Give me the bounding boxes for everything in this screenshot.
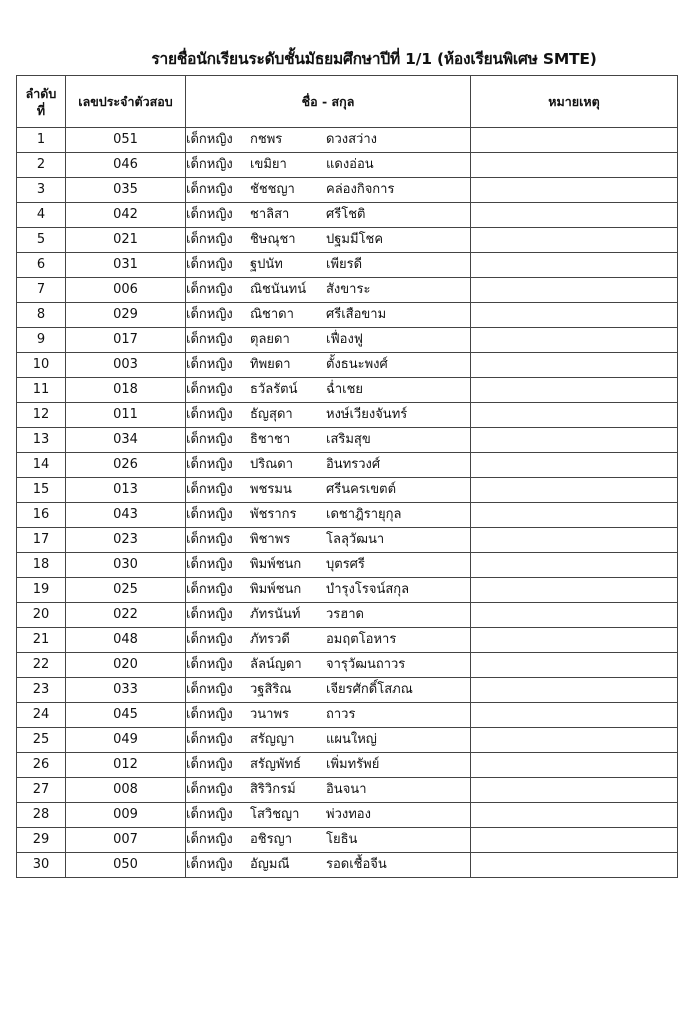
first-name: โสวิชญา bbox=[250, 807, 300, 822]
student-name-cell bbox=[186, 528, 471, 553]
last-name: วรฮาด bbox=[326, 607, 364, 622]
table-row bbox=[17, 553, 678, 578]
order-number-cell: 30 bbox=[17, 853, 66, 878]
order-number-cell: 12 bbox=[17, 403, 66, 428]
first-name: อัญมณี bbox=[250, 857, 290, 872]
name-prefix: เด็กหญิง bbox=[186, 632, 233, 647]
first-name: ลัลน์ญดา bbox=[250, 657, 302, 672]
name-prefix: เด็กหญิง bbox=[186, 682, 233, 697]
first-name: ณิชนันทน์ bbox=[250, 282, 307, 297]
table-row bbox=[17, 828, 678, 853]
name-prefix: เด็กหญิง bbox=[186, 207, 233, 222]
last-name: ถาวร bbox=[326, 707, 356, 722]
exam-number-cell: 043 bbox=[66, 503, 186, 528]
table-row bbox=[17, 803, 678, 828]
remarks-cell bbox=[471, 478, 678, 503]
header-order-number bbox=[17, 76, 66, 128]
order-number-cell: 1 bbox=[17, 128, 66, 153]
student-name-cell bbox=[186, 703, 471, 728]
student-name-cell bbox=[186, 153, 471, 178]
name-prefix: เด็กหญิง bbox=[186, 832, 233, 847]
exam-number-cell: 025 bbox=[66, 578, 186, 603]
name-prefix: เด็กหญิง bbox=[186, 532, 233, 547]
first-name: สรัญพัทธ์ bbox=[250, 757, 302, 772]
student-name-cell bbox=[186, 728, 471, 753]
last-name: เฟื่องฟู bbox=[326, 332, 364, 347]
table-row bbox=[17, 678, 678, 703]
remarks-cell bbox=[471, 153, 678, 178]
exam-number-cell: 050 bbox=[66, 853, 186, 878]
remarks-cell bbox=[471, 253, 678, 278]
exam-number-cell: 048 bbox=[66, 628, 186, 653]
table-row bbox=[17, 753, 678, 778]
first-name: ธิชาชา bbox=[250, 432, 291, 447]
remarks-cell bbox=[471, 453, 678, 478]
first-name: ทิพยดา bbox=[250, 357, 291, 372]
last-name: อินจนา bbox=[326, 782, 367, 797]
order-number-cell: 24 bbox=[17, 703, 66, 728]
last-name: เพิ่มทรัพย์ bbox=[326, 757, 380, 772]
last-name: แผนใหญ่ bbox=[326, 732, 377, 747]
table-row bbox=[17, 203, 678, 228]
remarks-cell bbox=[471, 628, 678, 653]
exam-number-cell: 033 bbox=[66, 678, 186, 703]
remarks-cell bbox=[471, 403, 678, 428]
table-row bbox=[17, 128, 678, 153]
exam-number-cell: 011 bbox=[66, 403, 186, 428]
student-name-cell bbox=[186, 403, 471, 428]
exam-number-cell: 021 bbox=[66, 228, 186, 253]
name-prefix: เด็กหญิง bbox=[186, 232, 233, 247]
remarks-cell bbox=[471, 503, 678, 528]
last-name: สังขาระ bbox=[326, 282, 371, 297]
order-number-cell: 6 bbox=[17, 253, 66, 278]
first-name: วนาพร bbox=[250, 707, 290, 722]
student-name-cell bbox=[186, 653, 471, 678]
exam-number-cell: 026 bbox=[66, 453, 186, 478]
first-name: ตุลยดา bbox=[250, 332, 290, 347]
header-order-number-line1: ลำดับ bbox=[25, 85, 57, 101]
first-name: พิมพ์ชนก bbox=[250, 582, 302, 597]
order-number-cell: 14 bbox=[17, 453, 66, 478]
exam-number-cell: 046 bbox=[66, 153, 186, 178]
table-row bbox=[17, 603, 678, 628]
last-name: ปฐมมีโชค bbox=[326, 232, 384, 247]
table-row bbox=[17, 278, 678, 303]
first-name: พิชาพร bbox=[250, 532, 291, 547]
table-row bbox=[17, 228, 678, 253]
order-number-cell: 18 bbox=[17, 553, 66, 578]
table-row bbox=[17, 178, 678, 203]
exam-number-cell: 017 bbox=[66, 328, 186, 353]
name-prefix: เด็กหญิง bbox=[186, 657, 233, 672]
name-prefix: เด็กหญิง bbox=[186, 132, 233, 147]
name-prefix: เด็กหญิง bbox=[186, 782, 233, 797]
first-name: ชาลิสา bbox=[250, 207, 290, 222]
table-row bbox=[17, 403, 678, 428]
remarks-cell bbox=[471, 303, 678, 328]
order-number-cell: 25 bbox=[17, 728, 66, 753]
name-prefix: เด็กหญิง bbox=[186, 607, 233, 622]
remarks-cell bbox=[471, 353, 678, 378]
first-name: กชพร bbox=[250, 132, 283, 147]
order-number-cell: 21 bbox=[17, 628, 66, 653]
first-name: ณิชาดา bbox=[250, 307, 294, 322]
order-number-cell: 27 bbox=[17, 778, 66, 803]
order-number-cell: 11 bbox=[17, 378, 66, 403]
order-number-cell: 26 bbox=[17, 753, 66, 778]
last-name: โลลุวัฒนา bbox=[326, 532, 385, 547]
first-name: ภัทรนันท์ bbox=[250, 607, 301, 622]
exam-number-cell: 023 bbox=[66, 528, 186, 553]
page-title: รายชื่อนักเรียนระดับชั้นมัธยมศึกษาปีที่ 1/1 (ห้องเรียนพิเศษ SMTE) bbox=[151, 50, 597, 68]
table-row bbox=[17, 528, 678, 553]
remarks-cell bbox=[471, 128, 678, 153]
name-prefix: เด็กหญิง bbox=[186, 507, 233, 522]
last-name: เจียรศักดิ์โสภณ bbox=[326, 682, 413, 697]
order-number-cell: 23 bbox=[17, 678, 66, 703]
first-name: พัชรากร bbox=[250, 507, 297, 522]
student-name-cell bbox=[186, 603, 471, 628]
remarks-cell bbox=[471, 678, 678, 703]
table-row bbox=[17, 778, 678, 803]
exam-number-cell: 031 bbox=[66, 253, 186, 278]
remarks-cell bbox=[471, 728, 678, 753]
last-name: ศรีเสือขาม bbox=[326, 307, 387, 322]
remarks-cell bbox=[471, 553, 678, 578]
last-name: คล่องกิจการ bbox=[326, 182, 395, 197]
remarks-cell bbox=[471, 278, 678, 303]
last-name: แดงอ่อน bbox=[326, 157, 374, 172]
name-prefix: เด็กหญิง bbox=[186, 857, 233, 872]
table-row bbox=[17, 378, 678, 403]
student-table-body bbox=[17, 128, 678, 878]
student-name-cell bbox=[186, 228, 471, 253]
last-name: บุตรศรี bbox=[326, 557, 365, 572]
exam-number-cell: 018 bbox=[66, 378, 186, 403]
exam-number-cell: 003 bbox=[66, 353, 186, 378]
exam-number-cell: 007 bbox=[66, 828, 186, 853]
order-number-cell: 16 bbox=[17, 503, 66, 528]
order-number-cell: 28 bbox=[17, 803, 66, 828]
table-row bbox=[17, 328, 678, 353]
header-remarks: หมายเหตุ bbox=[471, 76, 678, 128]
exam-number-cell: 030 bbox=[66, 553, 186, 578]
table-row bbox=[17, 703, 678, 728]
first-name: ชิษณุชา bbox=[250, 232, 296, 247]
remarks-cell bbox=[471, 228, 678, 253]
remarks-cell bbox=[471, 428, 678, 453]
name-prefix: เด็กหญิง bbox=[186, 407, 233, 422]
student-name-cell bbox=[186, 178, 471, 203]
student-name-cell bbox=[186, 803, 471, 828]
remarks-cell bbox=[471, 378, 678, 403]
student-name-cell bbox=[186, 553, 471, 578]
student-name-cell bbox=[186, 753, 471, 778]
exam-number-cell: 045 bbox=[66, 703, 186, 728]
table-row bbox=[17, 253, 678, 278]
remarks-cell bbox=[471, 703, 678, 728]
exam-number-cell: 008 bbox=[66, 778, 186, 803]
table-row bbox=[17, 853, 678, 878]
student-name-cell bbox=[186, 853, 471, 878]
student-name-cell bbox=[186, 453, 471, 478]
first-name: อชิรญา bbox=[250, 832, 292, 847]
last-name: โยธิน bbox=[326, 832, 358, 847]
last-name: จารุวัฒนถาวร bbox=[326, 657, 406, 672]
student-name-cell bbox=[186, 303, 471, 328]
student-name-cell bbox=[186, 503, 471, 528]
last-name: พ่วงทอง bbox=[326, 807, 371, 822]
remarks-cell bbox=[471, 203, 678, 228]
name-prefix: เด็กหญิง bbox=[186, 382, 233, 397]
last-name: รอดเชื้อจีน bbox=[326, 857, 387, 872]
name-prefix: เด็กหญิง bbox=[186, 457, 233, 472]
student-name-cell bbox=[186, 578, 471, 603]
table-row bbox=[17, 503, 678, 528]
last-name: เพียรดี bbox=[326, 257, 363, 272]
first-name: สิริวิกรม์ bbox=[250, 782, 296, 797]
order-number-cell: 2 bbox=[17, 153, 66, 178]
table-row bbox=[17, 153, 678, 178]
remarks-cell bbox=[471, 653, 678, 678]
header-full-name: ชื่อ - สกุล bbox=[186, 76, 471, 128]
first-name: ฐปนัท bbox=[250, 257, 283, 272]
student-name-cell bbox=[186, 378, 471, 403]
student-name-cell bbox=[186, 253, 471, 278]
table-row bbox=[17, 653, 678, 678]
name-prefix: เด็กหญิง bbox=[186, 257, 233, 272]
last-name: ตั้งธนะพงศ์ bbox=[326, 357, 388, 372]
exam-number-cell: 022 bbox=[66, 603, 186, 628]
remarks-cell bbox=[471, 328, 678, 353]
last-name: ศรีโชติ bbox=[326, 207, 366, 222]
order-number-cell: 3 bbox=[17, 178, 66, 203]
order-number-cell: 5 bbox=[17, 228, 66, 253]
remarks-cell bbox=[471, 578, 678, 603]
table-row bbox=[17, 728, 678, 753]
first-name: ชัชชญา bbox=[250, 182, 295, 197]
name-prefix: เด็กหญิง bbox=[186, 282, 233, 297]
student-name-cell bbox=[186, 428, 471, 453]
exam-number-cell: 035 bbox=[66, 178, 186, 203]
student-name-cell bbox=[186, 778, 471, 803]
first-name: พิมพ์ชนก bbox=[250, 557, 302, 572]
header-exam-number: เลขประจำตัวสอบ bbox=[66, 76, 186, 128]
exam-number-cell: 051 bbox=[66, 128, 186, 153]
last-name: อมฤตโอหาร bbox=[326, 632, 397, 647]
student-name-cell bbox=[186, 678, 471, 703]
student-name-cell bbox=[186, 353, 471, 378]
student-name-cell bbox=[186, 203, 471, 228]
table-row bbox=[17, 303, 678, 328]
name-prefix: เด็กหญิง bbox=[186, 757, 233, 772]
student-name-cell bbox=[186, 278, 471, 303]
name-prefix: เด็กหญิง bbox=[186, 807, 233, 822]
student-name-cell bbox=[186, 628, 471, 653]
remarks-cell bbox=[471, 753, 678, 778]
table-row bbox=[17, 578, 678, 603]
order-number-cell: 17 bbox=[17, 528, 66, 553]
order-number-cell: 29 bbox=[17, 828, 66, 853]
last-name: หงษ์เวียงจันทร์ bbox=[326, 407, 408, 422]
first-name: สรัญญา bbox=[250, 732, 295, 747]
student-name-cell bbox=[186, 128, 471, 153]
header-order-number-line2: ที่ bbox=[36, 102, 46, 118]
first-name: ปริณดา bbox=[250, 457, 294, 472]
order-number-cell: 13 bbox=[17, 428, 66, 453]
name-prefix: เด็กหญิง bbox=[186, 707, 233, 722]
table-row bbox=[17, 353, 678, 378]
table-row bbox=[17, 453, 678, 478]
exam-number-cell: 049 bbox=[66, 728, 186, 753]
name-prefix: เด็กหญิง bbox=[186, 557, 233, 572]
first-name: ธัญสุดา bbox=[250, 407, 293, 422]
remarks-cell bbox=[471, 178, 678, 203]
exam-number-cell: 009 bbox=[66, 803, 186, 828]
order-number-cell: 10 bbox=[17, 353, 66, 378]
last-name: ดวงสว่าง bbox=[326, 132, 377, 147]
order-number-cell: 8 bbox=[17, 303, 66, 328]
last-name: เดชาฎิรายุกุล bbox=[326, 507, 402, 522]
name-prefix: เด็กหญิง bbox=[186, 332, 233, 347]
exam-number-cell: 006 bbox=[66, 278, 186, 303]
name-prefix: เด็กหญิง bbox=[186, 182, 233, 197]
order-number-cell: 4 bbox=[17, 203, 66, 228]
order-number-cell: 15 bbox=[17, 478, 66, 503]
name-prefix: เด็กหญิง bbox=[186, 582, 233, 597]
name-prefix: เด็กหญิง bbox=[186, 482, 233, 497]
remarks-cell bbox=[471, 803, 678, 828]
last-name: ศรีนครเขตต์ bbox=[326, 482, 397, 497]
remarks-cell bbox=[471, 603, 678, 628]
table-header-row bbox=[17, 76, 678, 128]
first-name: พชรมน bbox=[250, 482, 292, 497]
table-row bbox=[17, 628, 678, 653]
first-name: ภัทรวดี bbox=[250, 632, 290, 647]
order-number-cell: 7 bbox=[17, 278, 66, 303]
order-number-cell: 9 bbox=[17, 328, 66, 353]
exam-number-cell: 042 bbox=[66, 203, 186, 228]
remarks-cell bbox=[471, 828, 678, 853]
student-table bbox=[16, 75, 678, 878]
exam-number-cell: 029 bbox=[66, 303, 186, 328]
last-name: ฉ่ำเชย bbox=[326, 382, 364, 397]
exam-number-cell: 013 bbox=[66, 478, 186, 503]
first-name: วฐสิริณ bbox=[250, 682, 292, 697]
order-number-cell: 22 bbox=[17, 653, 66, 678]
name-prefix: เด็กหญิง bbox=[186, 432, 233, 447]
name-prefix: เด็กหญิง bbox=[186, 357, 233, 372]
student-name-cell bbox=[186, 828, 471, 853]
remarks-cell bbox=[471, 778, 678, 803]
last-name: อินทรวงศ์ bbox=[326, 457, 381, 472]
order-number-cell: 20 bbox=[17, 603, 66, 628]
name-prefix: เด็กหญิง bbox=[186, 307, 233, 322]
student-name-cell bbox=[186, 328, 471, 353]
exam-number-cell: 020 bbox=[66, 653, 186, 678]
last-name: บำรุงโรจน์สกุล bbox=[326, 582, 410, 597]
remarks-cell bbox=[471, 853, 678, 878]
table-row bbox=[17, 478, 678, 503]
name-prefix: เด็กหญิง bbox=[186, 732, 233, 747]
order-number-cell: 19 bbox=[17, 578, 66, 603]
remarks-cell bbox=[471, 528, 678, 553]
last-name: เสริมสุข bbox=[326, 432, 371, 447]
exam-number-cell: 012 bbox=[66, 753, 186, 778]
student-name-cell bbox=[186, 478, 471, 503]
first-name: เขมิยา bbox=[250, 157, 287, 172]
name-prefix: เด็กหญิง bbox=[186, 157, 233, 172]
table-row bbox=[17, 428, 678, 453]
first-name: ธวัลรัตน์ bbox=[250, 382, 298, 397]
exam-number-cell: 034 bbox=[66, 428, 186, 453]
